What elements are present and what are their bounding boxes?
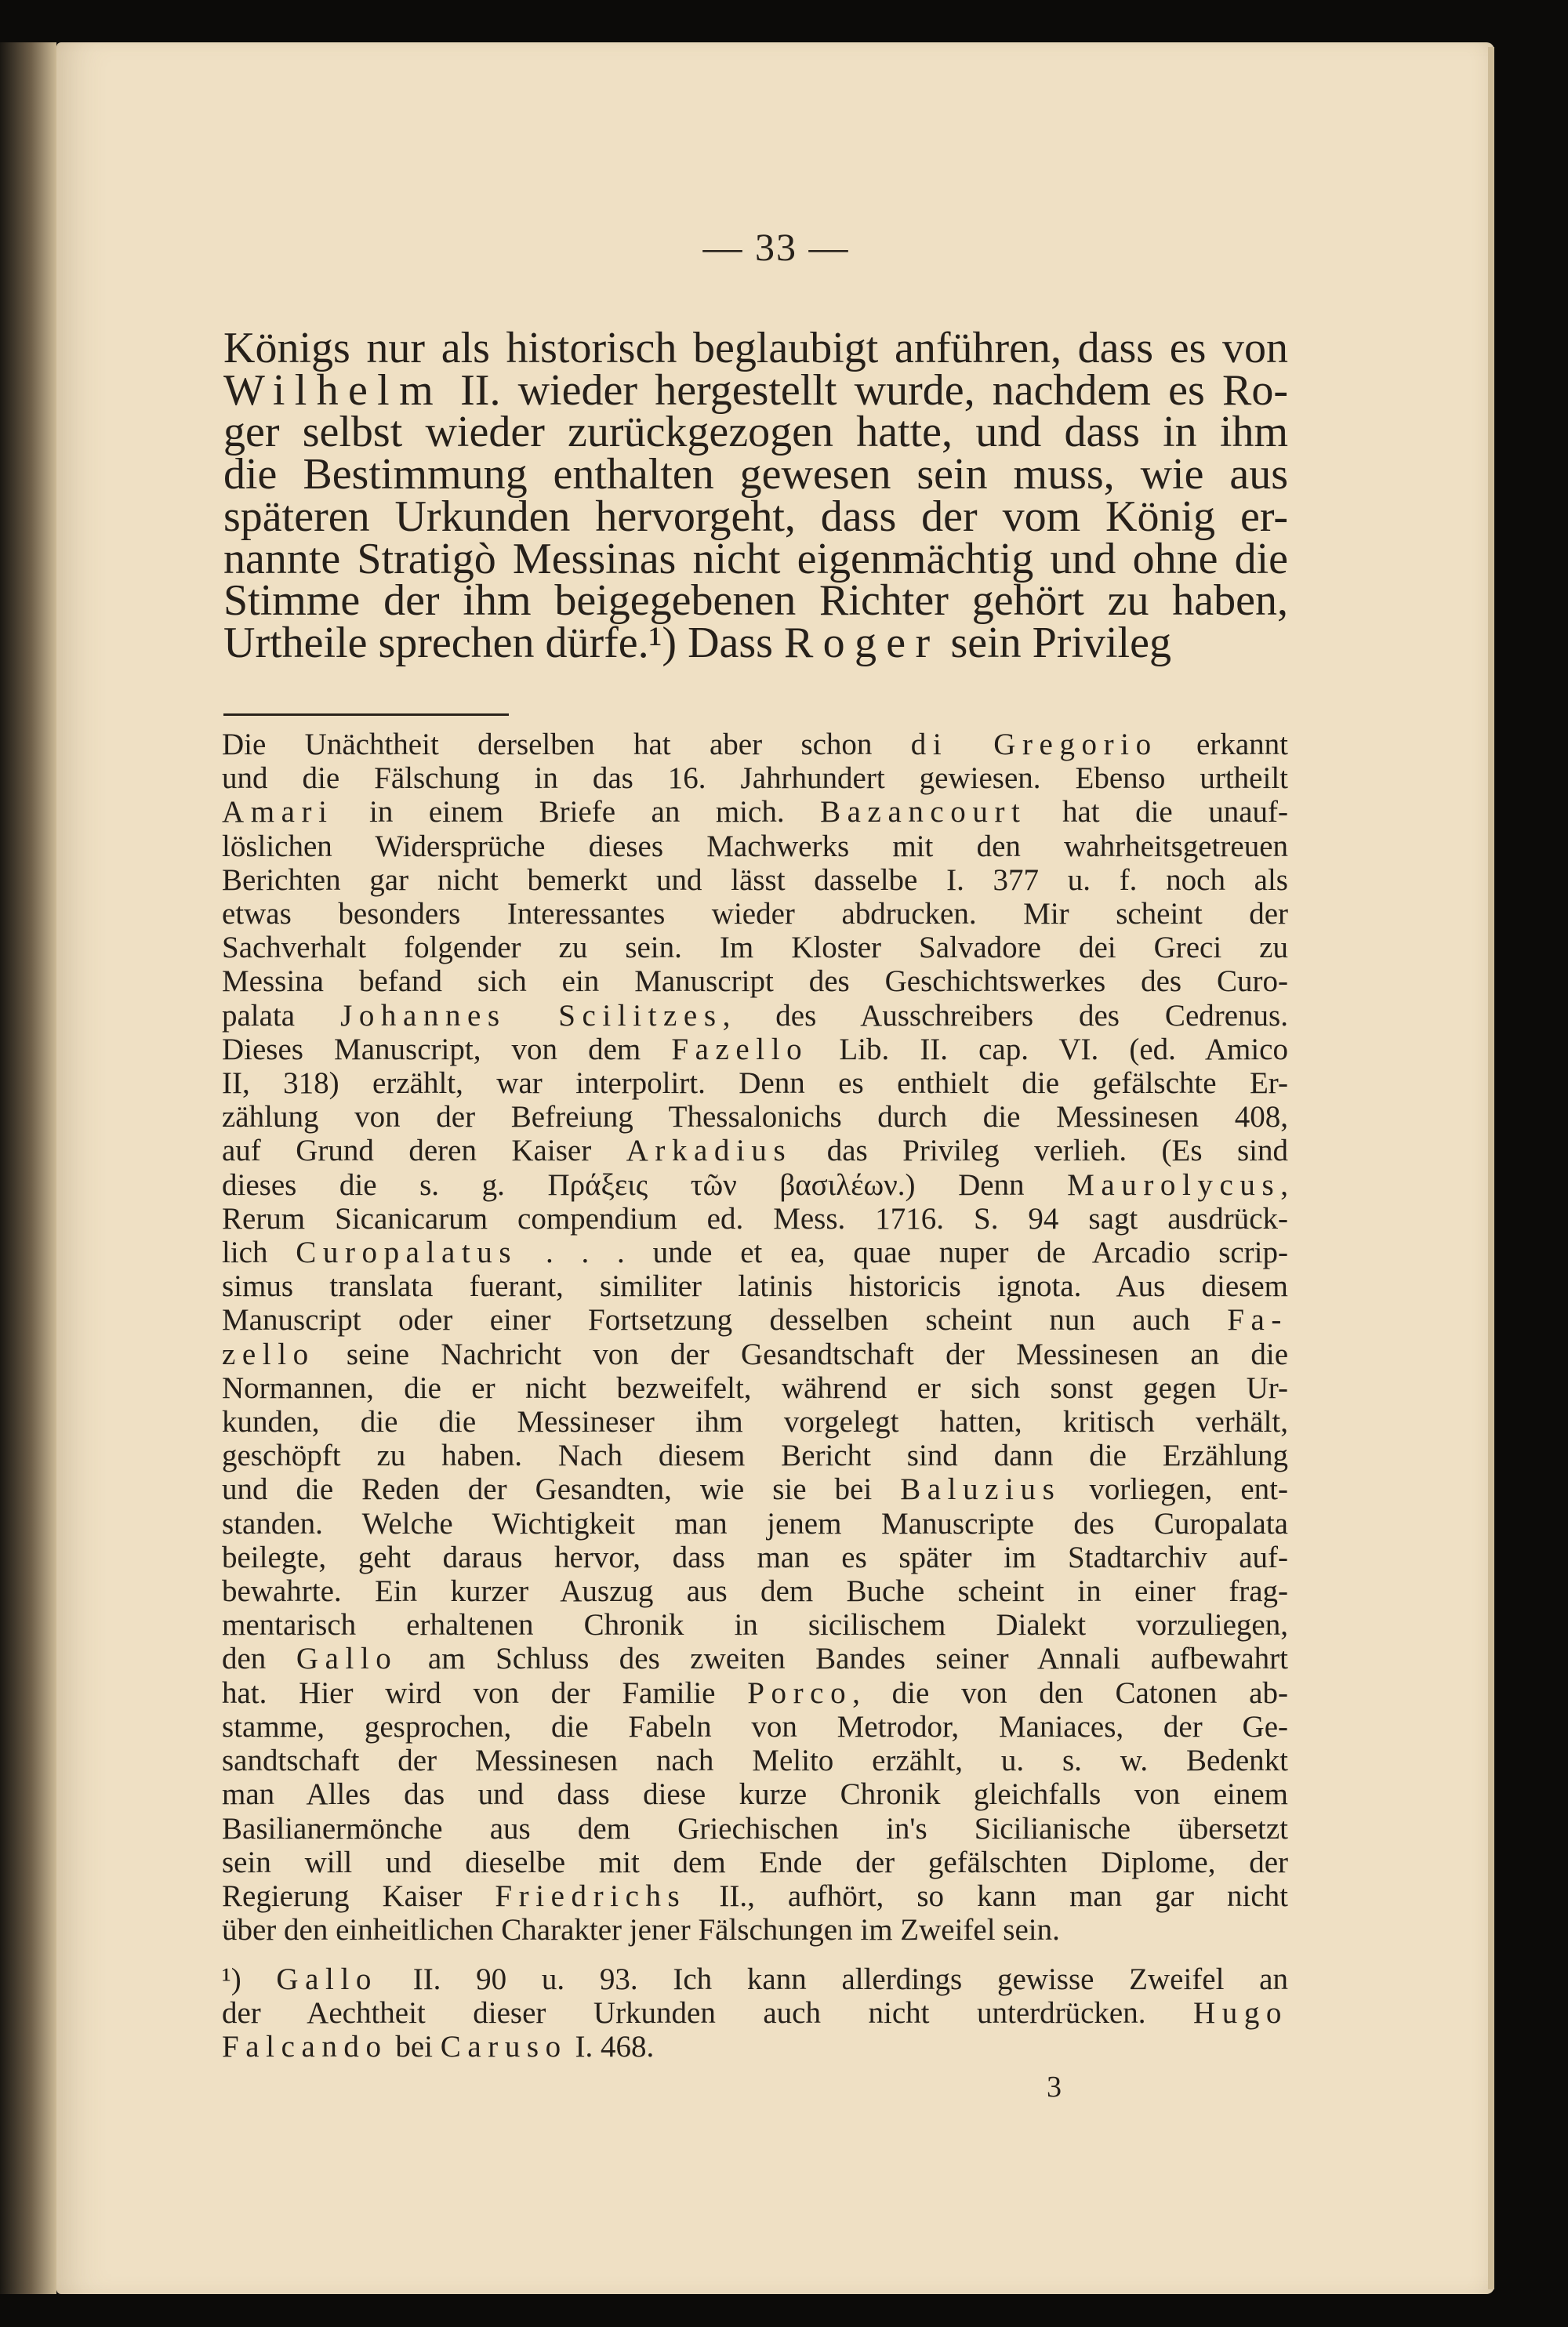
note-line: mentarisch erhaltenen Chronik in sicilischem Dialekt vorzuliegen, — [222, 1608, 1288, 1643]
note-line: stamme, gesprochen, die Fabeln von Metrodor, Maniaces, der Ge- — [222, 1709, 1288, 1744]
main-text — [223, 324, 1288, 667]
note-line: hat. Hier wird von der Familie Porco, die von den Catonen ab- — [222, 1675, 1288, 1710]
book-gutter — [0, 42, 56, 2294]
text-line: nannte Stratigò Messinas nicht eigenmächtig und ohne die — [223, 534, 1288, 583]
note-line: zählung von der Befreiung Thessalonichs durch die Messinesen 408, — [222, 1100, 1288, 1134]
page-edge — [1488, 47, 1494, 2289]
text-line: Wilhelm II. wieder hergestellt wurde, nachdem es Ro- — [223, 365, 1288, 415]
note-line: standen. Welche Wichtigkeit man jenem Manuscripte des Curopalata — [222, 1506, 1288, 1541]
note-line: geschöpft zu haben. Nach diesem Bericht sind dann die Erzählung — [222, 1439, 1288, 1473]
signature-mark: 3 — [1047, 2071, 1062, 2104]
note-line: Sachverhalt folgender zu sein. Im Kloster Salvadore dei Greci zu — [222, 931, 1288, 965]
text-line: Stimme der ihm beigegebenen Richter gehört zu haben, — [223, 576, 1288, 626]
footnote-1 — [222, 1962, 1288, 2064]
note-line: beilegte, geht daraus hervor, dass man es später im Stadtarchiv auf- — [222, 1540, 1288, 1574]
note-line: bewahrte. Ein kurzer Auszug aus dem Buche scheint in einer frag- — [222, 1574, 1288, 1609]
text-line: späteren Urkunden hervorgeht, dass der vom König er- — [223, 492, 1288, 541]
note-line: sein will und dieselbe mit dem Ende der gefälschten Diplome, der — [222, 1845, 1288, 1879]
footnote-line: ¹) Gallo II. 90 u. 93. Ich kann allerdings gewisse Zweifel an — [222, 1962, 1288, 1996]
footnote-line: der Aechtheit dieser Urkunden auch nicht unterdrücken. Hugo — [222, 1996, 1288, 2031]
note-line: Basilianermönche aus dem Griechischen in's Sicilianische übersetzt — [222, 1811, 1288, 1846]
footnote-line: Falcando bei Caruso I. 468. — [222, 2030, 655, 2064]
text-line: Königs nur als historisch beglaubigt anführen, dass es von — [223, 324, 1288, 372]
note-line: auf Grund deren Kaiser Arkadius das Privileg verlieh. (Es sind — [222, 1134, 1289, 1168]
note-line: zello seine Nachricht von der Gesandtschaft der Messinesen an die — [222, 1337, 1288, 1371]
note-line: Regierung Kaiser Friedrichs II., aufhört, so kann man gar nicht — [222, 1879, 1288, 1913]
note-line: man Alles das und dass diese kurze Chronik gleichfalls von einem — [222, 1777, 1288, 1812]
footnote-rule — [223, 713, 509, 716]
note-line: simus translata fuerant, similiter latinis historicis ignota. Aus diesem — [222, 1269, 1288, 1304]
note-line: löslichen Widersprüche dieses Machwerks mit den wahrheitsgetreuen — [222, 829, 1288, 863]
note-line: Amari in einem Briefe an mich. Bazancourt hat die unauf- — [222, 795, 1288, 830]
note-line: über den einheitlichen Charakter jener Fälschungen im Zweifel sein. — [222, 1913, 1060, 1948]
note-line: Normannen, die er nicht bezweifelt, während er sich sonst gegen Ur- — [222, 1370, 1288, 1405]
note-line: Manuscript oder einer Fortsetzung desselben scheint nun auch Fa- — [222, 1303, 1288, 1338]
note-line: Berichten gar nicht bemerkt und lässt dasselbe I. 377 u. f. noch als — [222, 862, 1288, 897]
note-line: Messina befand sich ein Manuscript des Geschichtswerkes des Curo- — [222, 964, 1288, 999]
note-line: dieses die s. g. Πράξεις τῶν βασιλέων.) Denn Maurolycus, — [222, 1167, 1288, 1202]
text-line: ger selbst wieder zurückgezogen hatte, und dass in ihm — [223, 408, 1288, 457]
page-number: — 33 — — [702, 225, 850, 269]
note-line: lich Curopalatus . . . unde et ea, quae nuper de Arcadio scrip- — [222, 1236, 1288, 1270]
note-line: etwas besonders Interessantes wieder abdrucken. Mir scheint der — [222, 897, 1288, 931]
note-line: Dieses Manuscript, von dem Fazello Lib. II. cap. VI. (ed. Amico — [222, 1032, 1288, 1066]
note-line: und die Reden der Gesandten, wie sie bei Baluzius vorliegen, ent- — [222, 1472, 1288, 1507]
note-line: palata Johannes Scilitzes, des Ausschreibers des Cedrenus. — [222, 998, 1288, 1033]
note-line: den Gallo am Schluss des zweiten Bandes seiner Annali aufbewahrt — [222, 1642, 1289, 1676]
note-line: Rerum Sicanicarum compendium ed. Mess. 1716. S. 94 sagt ausdrück- — [222, 1201, 1288, 1236]
note-line: II, 318) erzählt, war interpolirt. Denn es enthielt die gefälschte Er- — [222, 1066, 1288, 1101]
text-line: Urtheile sprechen dürfe.¹) Dass Roger sein Privileg — [223, 618, 1171, 667]
note-line: Die Unächtheit derselben hat aber schon di Gregorio erkannt — [222, 728, 1288, 761]
note-line: kunden, die die Messineser ihm vorgelegt hatten, kritisch verhält, — [222, 1405, 1288, 1439]
text-line: die Bestimmung enthalten gewesen sein muss, wie aus — [223, 450, 1288, 499]
note-line: sandtschaft der Messinesen nach Melito erzählt, u. s. w. Bedenkt — [222, 1744, 1288, 1778]
continued-footnote — [222, 728, 1288, 1947]
note-line: und die Fälschung in das 16. Jahrhundert gewiesen. Ebenso urtheilt — [222, 761, 1288, 796]
